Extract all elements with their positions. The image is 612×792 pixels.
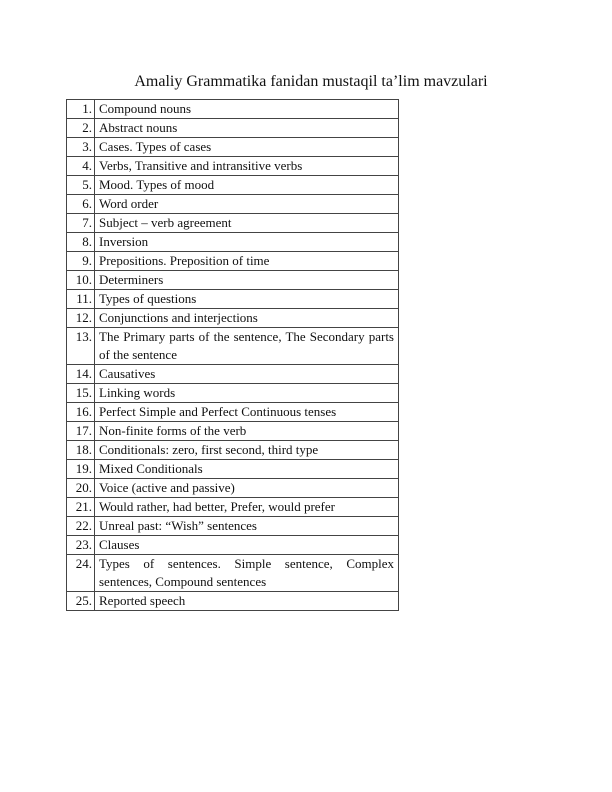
table-row (67, 233, 399, 252)
topic-text: Linking words (95, 384, 399, 403)
table-row (67, 138, 399, 157)
topic-number: 2. (67, 119, 95, 138)
topic-number: 24. (67, 555, 95, 592)
topic-number: 8. (67, 233, 95, 252)
table-row (67, 460, 399, 479)
topic-text: Subject – verb agreement (95, 214, 399, 233)
topic-text: Mood. Types of mood (95, 176, 399, 195)
page-title: Amaliy Grammatika fanidan mustaqil ta’lim mavzulari (134, 73, 488, 90)
topic-number: 17. (67, 422, 95, 441)
topic-text: Types of sentences. Simple sentence, Complex sentences, Compound sentences (95, 555, 399, 592)
topic-text: Conditionals: zero, first second, third type (95, 441, 399, 460)
topic-number: 23. (67, 536, 95, 555)
topics-table-body (67, 100, 399, 611)
topic-text: Voice (active and passive) (95, 479, 399, 498)
topic-number: 9. (67, 252, 95, 271)
topic-text: Unreal past: “Wish” sentences (95, 517, 399, 536)
table-row (67, 157, 399, 176)
topic-number: 11. (67, 290, 95, 309)
table-row (67, 365, 399, 384)
topic-text: Cases. Types of cases (95, 138, 399, 157)
topic-number: 6. (67, 195, 95, 214)
topic-text: Prepositions. Preposition of time (95, 252, 399, 271)
topic-number: 3. (67, 138, 95, 157)
topic-text: Verbs, Transitive and intransitive verbs (95, 157, 399, 176)
topic-number: 14. (67, 365, 95, 384)
table-row (67, 271, 399, 290)
topic-text: The Primary parts of the sentence, The Secondary parts of the sentence (95, 328, 399, 365)
table-row (67, 119, 399, 138)
topic-text: Word order (95, 195, 399, 214)
topic-text: Would rather, had better, Prefer, would prefer (95, 498, 399, 517)
topic-text: Mixed Conditionals (95, 460, 399, 479)
topics-table (66, 99, 399, 611)
topic-number: 5. (67, 176, 95, 195)
topic-text: Reported speech (95, 592, 399, 611)
topic-number: 13. (67, 328, 95, 365)
table-row (67, 536, 399, 555)
topic-number: 19. (67, 460, 95, 479)
table-row (67, 422, 399, 441)
topic-number: 1. (67, 100, 95, 119)
topic-number: 12. (67, 309, 95, 328)
table-row (67, 252, 399, 271)
topic-text: Non-finite forms of the verb (95, 422, 399, 441)
topic-number: 20. (67, 479, 95, 498)
topic-text: Compound nouns (95, 100, 399, 119)
table-row (67, 384, 399, 403)
topic-text: Causatives (95, 365, 399, 384)
topic-number: 25. (67, 592, 95, 611)
topic-text: Abstract nouns (95, 119, 399, 138)
table-row (67, 517, 399, 536)
table-row (67, 290, 399, 309)
table-row (67, 479, 399, 498)
table-row (67, 498, 399, 517)
topic-number: 18. (67, 441, 95, 460)
topic-text: Determiners (95, 271, 399, 290)
table-row (67, 592, 399, 611)
table-row (67, 441, 399, 460)
table-row (67, 328, 399, 365)
table-row (67, 214, 399, 233)
topic-number: 21. (67, 498, 95, 517)
topic-text: Perfect Simple and Perfect Continuous tenses (95, 403, 399, 422)
topic-number: 22. (67, 517, 95, 536)
table-row (67, 176, 399, 195)
table-row (67, 100, 399, 119)
topic-number: 10. (67, 271, 95, 290)
topic-number: 7. (67, 214, 95, 233)
table-row (67, 195, 399, 214)
table-row (67, 309, 399, 328)
topic-text: Clauses (95, 536, 399, 555)
table-row (67, 403, 399, 422)
topic-number: 15. (67, 384, 95, 403)
topic-number: 16. (67, 403, 95, 422)
table-row (67, 555, 399, 592)
topic-text: Types of questions (95, 290, 399, 309)
topic-text: Conjunctions and interjections (95, 309, 399, 328)
topic-number: 4. (67, 157, 95, 176)
topic-text: Inversion (95, 233, 399, 252)
